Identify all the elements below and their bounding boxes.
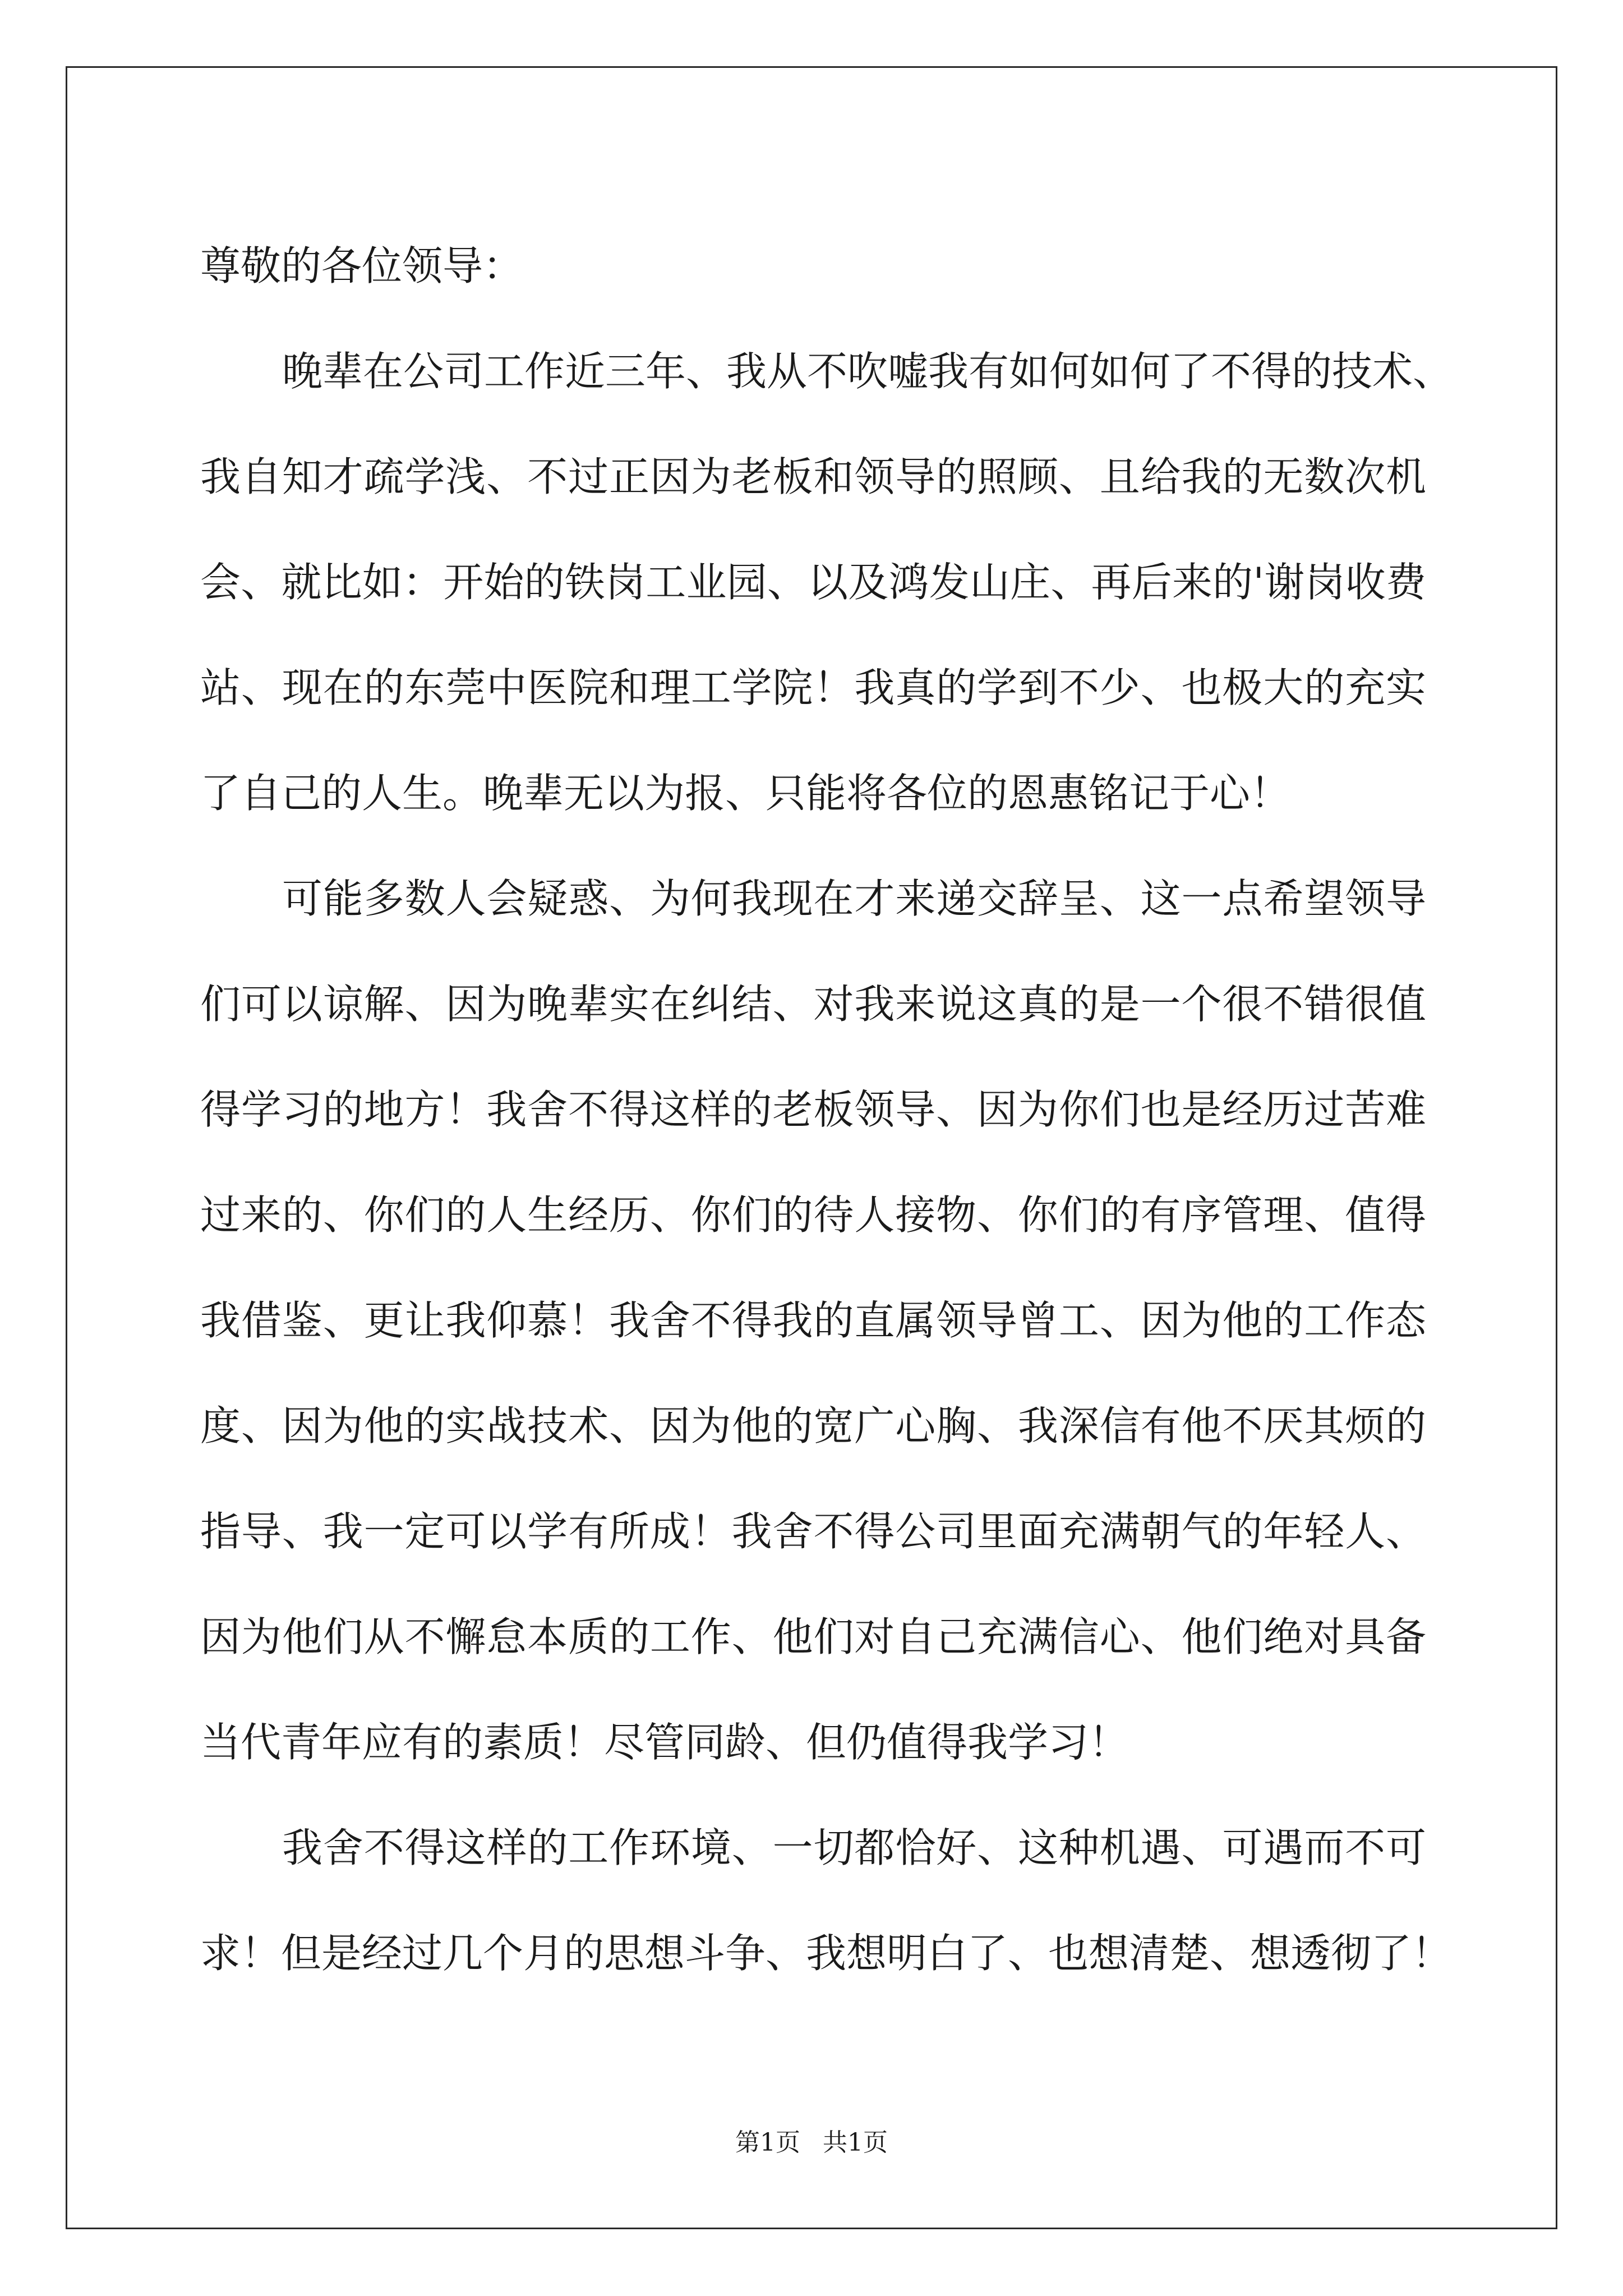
paragraph-line: 我舍不得这样的工作环境、一切都恰好、这种机遇、可遇而不可 xyxy=(282,1824,1426,1871)
salutation: 尊敬的各位领导： xyxy=(200,242,524,289)
paragraph-line: 我借鉴、更让我仰慕！我舍不得我的直属领导曾工、因为他的工作态 xyxy=(200,1297,1426,1344)
page-total: 共1页 xyxy=(823,2128,888,2157)
paragraph-line: 可能多数人会疑惑、为何我现在才来递交辞呈、这一点希望领导 xyxy=(282,875,1426,922)
paragraph-line: 度、因为他的实战技术、因为他的宽广心胸、我深信有他不厌其烦的 xyxy=(200,1402,1426,1450)
paragraph-line: 指导、我一定可以学有所成！我舍不得公司里面充满朝气的年轻人、 xyxy=(200,1508,1426,1555)
paragraph-1 xyxy=(200,319,1454,846)
paragraph-2 xyxy=(200,846,1426,1795)
page-footer xyxy=(0,2126,1623,2160)
paragraph-line: 当代青年应有的素质！尽管同龄、但仍值得我学习！ xyxy=(200,1719,1129,1766)
paragraph-line: 晚辈在公司工作近三年、我从不吹嘘我有如何如何了不得的技术、 xyxy=(282,348,1454,395)
paragraph-line: 求！但是经过几个月的思想斗争、我想明白了、也想清楚、想透彻了！ xyxy=(200,1930,1453,1977)
paragraph-3 xyxy=(200,1795,1453,2006)
paragraph-line: 站、现在的东莞中医院和理工学院！我真的学到不少、也极大的充实 xyxy=(200,664,1426,711)
paragraph-line: 过来的、你们的人生经历、你们的待人接物、你们的有序管理、值得 xyxy=(200,1191,1426,1239)
paragraph-line: 了自己的人生。晚辈无以为报、只能将各位的恩惠铭记于心！ xyxy=(200,770,1291,817)
page-number: 第1页 xyxy=(735,2128,800,2157)
document-body xyxy=(200,213,1454,2006)
paragraph-line: 们可以谅解、因为晚辈实在纠结、对我来说这真的是一个很不错很值 xyxy=(200,981,1426,1028)
paragraph-line: 因为他们从不懈怠本质的工作、他们对自己充满信心、他们绝对具备 xyxy=(200,1613,1426,1660)
paragraph-line: 会、就比如：开始的铁岗工业园、以及鸿发山庄、再后来的'谢岗收费 xyxy=(200,559,1426,606)
paragraph-line: 得学习的地方！我舍不得这样的老板领导、因为你们也是经历过苦难 xyxy=(200,1086,1426,1133)
paragraph-line: 我自知才疏学浅、不过正因为老板和领导的照顾、且给我的无数次机 xyxy=(200,453,1426,500)
